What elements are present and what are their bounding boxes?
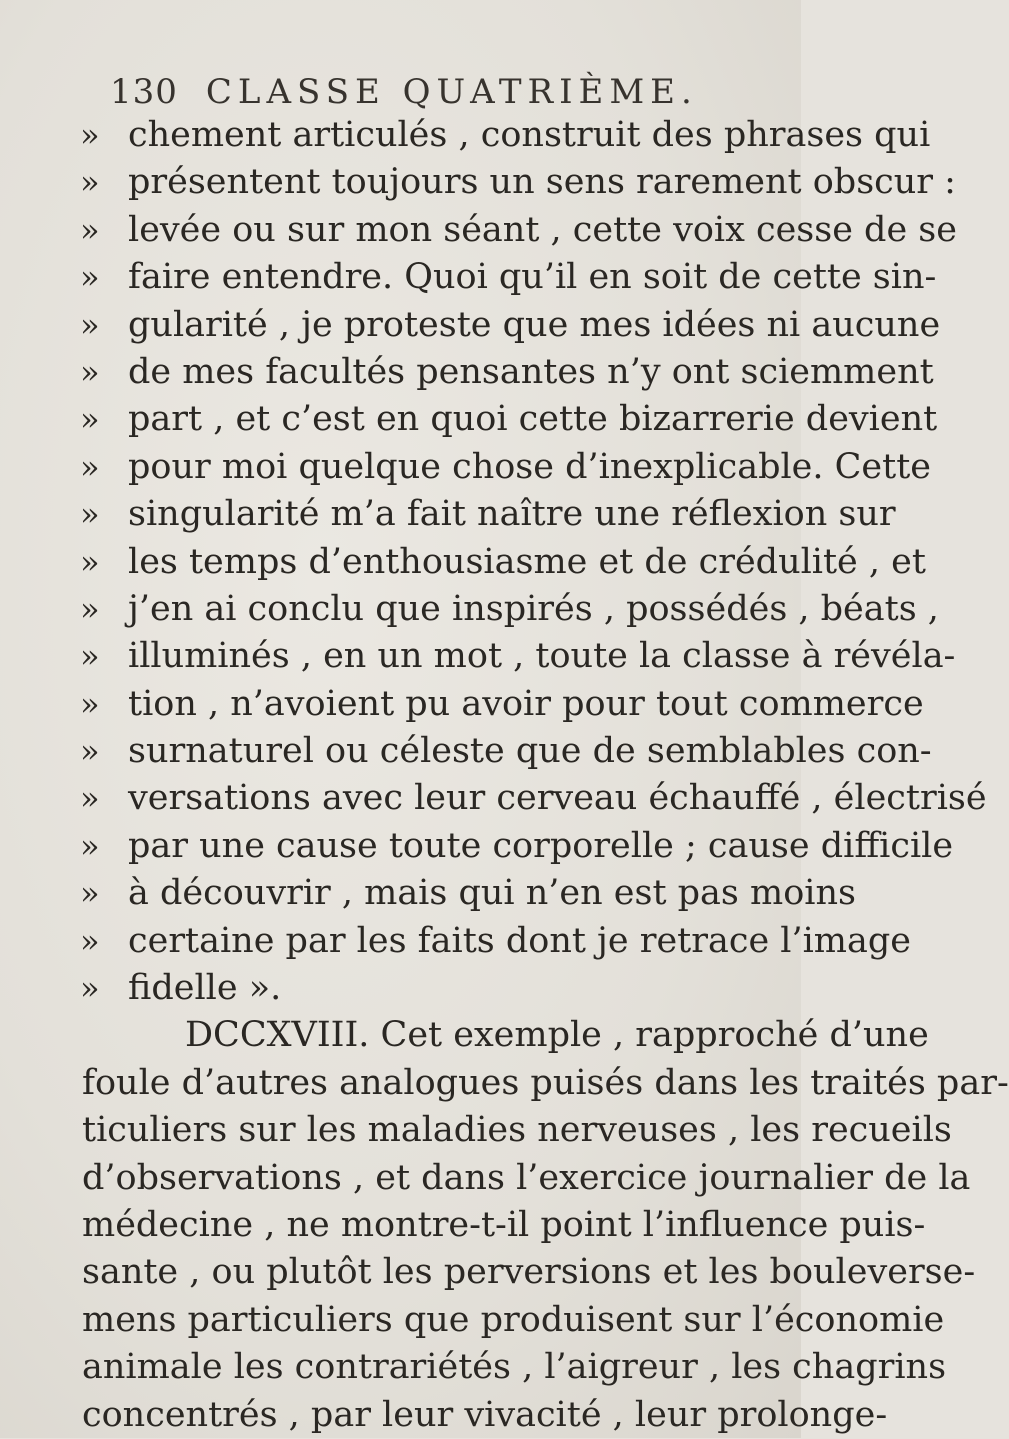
- line-content: part , et c’est en quoi cette bizarrerie devient: [128, 399, 938, 440]
- text-line: [0, 1060, 1009, 1107]
- text-line: [0, 1155, 971, 1202]
- quoted-text-line: [0, 302, 941, 349]
- line-content: par une cause toute corporelle ; cause difficile: [128, 825, 954, 866]
- line-content: levée ou sur mon séant , cette voix cesse de se: [128, 209, 957, 250]
- line-content: fidelle ».: [128, 968, 282, 1009]
- line-content: singularité m’a fait naître une réflexion sur: [128, 494, 896, 535]
- quote-mark: »: [80, 684, 100, 723]
- quote-mark: »: [80, 305, 100, 344]
- quote-mark: »: [80, 874, 100, 913]
- quote-mark: »: [80, 163, 100, 202]
- quote-mark: »: [80, 826, 100, 865]
- quoted-text-line: [0, 112, 931, 159]
- line-content: d’observations , et dans l’exercice journalier de la: [82, 1157, 971, 1198]
- text-line: [0, 1107, 952, 1154]
- quoted-text-line: [0, 207, 957, 254]
- quote-mark: »: [80, 352, 100, 391]
- line-content: mens particuliers que produisent sur l’économie: [82, 1299, 945, 1340]
- quoted-text-line: [0, 681, 924, 728]
- line-content: illuminés , en un mot , toute la classe à révéla-: [128, 636, 956, 677]
- line-content: surnaturel ou céleste que de semblables con-: [128, 731, 932, 772]
- text-line: [0, 1392, 888, 1439]
- line-content: pour moi quelque chose d’inexplicable. Cette: [128, 446, 931, 487]
- line-content: de mes facultés pensantes n’y ont sciemment: [128, 351, 934, 392]
- line-content: médecine , ne montre-t-il point l’influence puis-: [82, 1204, 926, 1245]
- quote-mark: »: [80, 447, 100, 486]
- line-content: j’en ai conclu que inspirés , possédés , béats ,: [128, 588, 939, 629]
- text-line: [0, 1202, 926, 1249]
- page-number: 130: [110, 72, 178, 112]
- quoted-text-line: [0, 349, 934, 396]
- text-line: [0, 1297, 945, 1344]
- quote-mark: »: [80, 542, 100, 581]
- quoted-text-line: [0, 918, 911, 965]
- quote-mark: »: [80, 258, 100, 297]
- quoted-text-line: [0, 159, 956, 206]
- quoted-text-line: [0, 775, 987, 822]
- quote-mark: »: [80, 589, 100, 628]
- quoted-text-line: [0, 254, 937, 301]
- line-content: présentent toujours un sens rarement obscur :: [128, 162, 956, 203]
- quoted-text-line: [0, 396, 938, 443]
- page-header: [110, 72, 698, 112]
- quote-mark: »: [80, 495, 100, 534]
- line-content: à découvrir , mais qui n’en est pas moins: [128, 873, 856, 914]
- text-line: [0, 1012, 929, 1059]
- line-content: faire entendre. Quoi qu’il en soit de cette sin-: [128, 257, 937, 298]
- line-content: tion , n’avoient pu avoir pour tout commerce: [128, 683, 924, 724]
- quoted-text-line: [0, 539, 926, 586]
- body-text: [0, 112, 1009, 1439]
- quoted-text-line: [0, 728, 932, 775]
- line-content: gularité , je proteste que mes idées ni aucune: [128, 304, 941, 345]
- line-content: ticuliers sur les maladies nerveuses , les recueils: [82, 1110, 952, 1151]
- quoted-text-line: [0, 870, 856, 917]
- quote-mark: »: [80, 779, 100, 818]
- quoted-text-line: [0, 823, 954, 870]
- line-content: animale les contrariétés , l’aigreur , les chagrins: [82, 1347, 947, 1388]
- line-content: sante , ou plutôt les perversions et les bouleverse-: [82, 1252, 976, 1293]
- quoted-text-line: [0, 444, 931, 491]
- line-content: certaine par les faits dont je retrace l’image: [128, 920, 911, 961]
- quote-mark: »: [80, 400, 100, 439]
- quote-mark: »: [80, 969, 100, 1008]
- quoted-text-line: [0, 633, 956, 680]
- line-content: concentrés , par leur vivacité , leur prolonge-: [82, 1394, 888, 1435]
- line-content: DCCXVIII. Cet exemple , rapproché d’une: [185, 1015, 929, 1056]
- quote-mark: »: [80, 637, 100, 676]
- quote-mark: »: [80, 210, 100, 249]
- quoted-text-line: [0, 491, 896, 538]
- quoted-text-line: [0, 586, 939, 633]
- text-line: [0, 1249, 976, 1296]
- quote-mark: »: [80, 732, 100, 771]
- line-content: chement articulés , construit des phrases qui: [128, 115, 931, 155]
- running-title: CLASSE QUATRIÈME.: [205, 72, 698, 112]
- line-content: foule d’autres analogues puisés dans les traités par-: [82, 1062, 1009, 1103]
- line-content: versations avec leur cerveau échauffé , électrisé: [128, 778, 987, 819]
- quote-mark: »: [80, 921, 100, 960]
- quote-mark: »: [80, 116, 100, 154]
- text-line: [0, 1344, 947, 1391]
- line-content: les temps d’enthousiasme et de crédulité , et: [128, 541, 926, 582]
- quoted-text-line: [0, 965, 801, 1012]
